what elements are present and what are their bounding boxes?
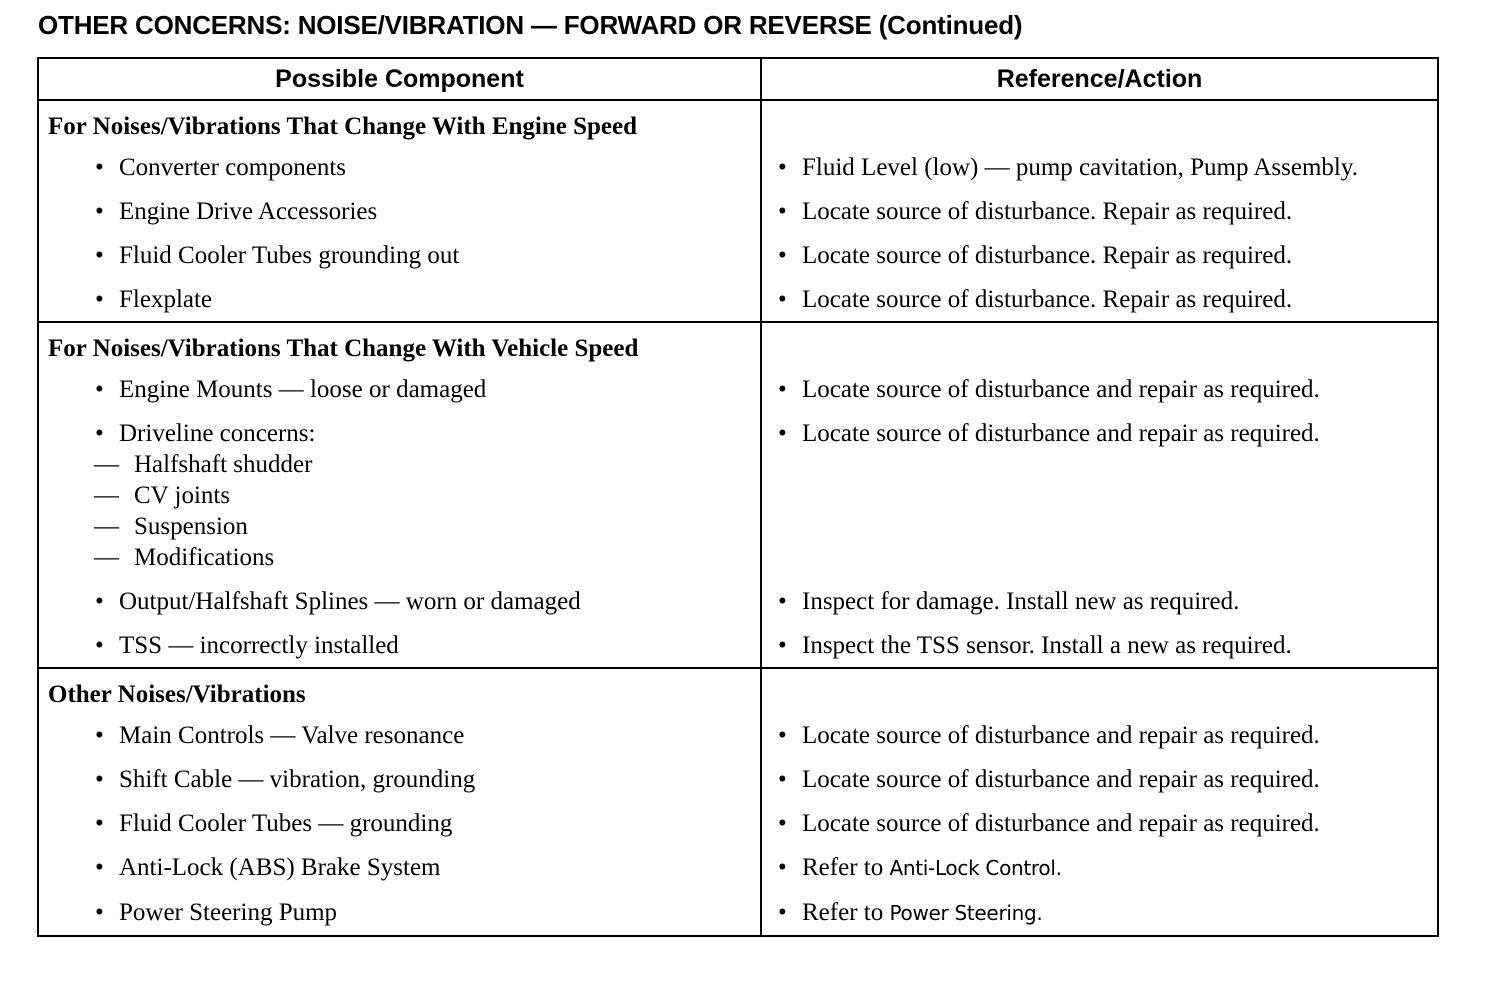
item-text: Converter components (119, 154, 347, 181)
section-heading: For Noises/Vibrations That Change With Engine Speed (48, 113, 638, 140)
component-item (39, 890, 760, 934)
bullet: • (778, 198, 787, 225)
item-text: Engine Mounts — loose or damaged (119, 376, 487, 403)
item-text: Refer to (802, 854, 884, 881)
sub-item (94, 542, 760, 573)
action-item (762, 189, 1437, 233)
reference-link[interactable]: Power Steering. (889, 901, 1043, 925)
component-item (39, 757, 760, 801)
component-item (39, 579, 760, 623)
item-text: Locate source of disturbance and repair as required. (802, 766, 1320, 793)
component-item (39, 277, 760, 321)
bullet: • (778, 810, 787, 837)
section-heading-row (38, 668, 1438, 713)
action-item (762, 890, 1437, 935)
table-row (38, 145, 1438, 189)
item-text: Fluid Cooler Tubes — grounding (119, 810, 453, 837)
item-text: Locate source of disturbance. Repair as required. (802, 242, 1293, 269)
component-item (39, 411, 760, 455)
bullet: • (95, 588, 104, 615)
action-item (762, 623, 1437, 667)
bullet: • (95, 899, 104, 926)
diagnosis-table (37, 57, 1439, 937)
bullet: • (778, 854, 787, 881)
item-text: Output/Halfshaft Splines — worn or damaged (119, 588, 581, 615)
column-header-action: Reference/Action (761, 58, 1438, 100)
action-item (762, 367, 1437, 411)
dash: — (94, 482, 119, 509)
component-item (39, 713, 760, 757)
bullet: • (95, 154, 104, 181)
table-row (38, 189, 1438, 233)
bullet: • (95, 420, 104, 447)
component-item (39, 189, 760, 233)
bullet: • (778, 766, 787, 793)
column-header-component: Possible Component (38, 58, 761, 100)
bullet: • (778, 242, 787, 269)
bullet: • (95, 766, 104, 793)
action-item (762, 145, 1437, 189)
item-text: Inspect for damage. Install new as required. (802, 588, 1240, 615)
table-row (38, 757, 1438, 801)
section-heading-row (38, 100, 1438, 145)
bullet: • (778, 899, 787, 926)
table-row (38, 845, 1438, 890)
bullet: • (778, 722, 787, 749)
item-text: CV joints (134, 482, 231, 509)
item-text: Power Steering Pump (119, 899, 338, 926)
item-text: Fluid Level (low) — pump cavitation, Pump Assembly. (802, 154, 1358, 181)
item-text: Engine Drive Accessories (119, 198, 378, 225)
section-heading: For Noises/Vibrations That Change With Vehicle Speed (48, 335, 639, 362)
item-text: Suspension (134, 513, 248, 540)
component-item (39, 801, 760, 845)
item-text: Refer to (802, 899, 884, 926)
item-text: Main Controls — Valve resonance (119, 722, 465, 749)
dash: — (94, 451, 119, 478)
table-row (38, 233, 1438, 277)
table-row (38, 411, 1438, 579)
item-text: Flexplate (119, 286, 213, 313)
action-item (762, 757, 1437, 801)
item-text: Locate source of disturbance. Repair as required. (802, 286, 1293, 313)
action-item (762, 277, 1437, 321)
reference-link[interactable]: Anti-Lock Control. (889, 856, 1062, 880)
bullet: • (95, 376, 104, 403)
bullet: • (778, 420, 787, 447)
section-heading-row (38, 322, 1438, 367)
section-heading: Other Noises/Vibrations (48, 681, 306, 708)
item-text: Fluid Cooler Tubes grounding out (119, 242, 460, 269)
dash: — (94, 513, 119, 540)
bullet: • (778, 632, 787, 659)
component-item (39, 145, 760, 189)
table-row (38, 277, 1438, 322)
component-item (39, 233, 760, 277)
item-text: Halfshaft shudder (134, 451, 313, 478)
component-item (39, 623, 760, 667)
bullet: • (778, 154, 787, 181)
component-item (39, 845, 760, 889)
bullet: • (95, 854, 104, 881)
action-item (762, 579, 1437, 623)
item-text: Shift Cable — vibration, grounding (119, 766, 476, 793)
bullet: • (95, 810, 104, 837)
action-item (762, 233, 1437, 277)
table-row (38, 367, 1438, 411)
sub-item (94, 480, 760, 511)
action-item (762, 713, 1437, 757)
table-row (38, 579, 1438, 623)
dash: — (94, 544, 119, 571)
table-row (38, 713, 1438, 757)
bullet: • (778, 376, 787, 403)
action-item (762, 801, 1437, 845)
component-item (39, 367, 760, 411)
bullet: • (95, 242, 104, 269)
table-row (38, 801, 1438, 845)
bullet: • (95, 198, 104, 225)
item-text: Locate source of disturbance and repair as required. (802, 722, 1320, 749)
page-title: OTHER CONCERNS: NOISE/VIBRATION — FORWARD OR REVERSE (Continued) (38, 10, 1023, 40)
item-text: Locate source of disturbance and repair as required. (802, 810, 1320, 837)
item-text: Driveline concerns: (119, 420, 316, 447)
item-text: Anti-Lock (ABS) Brake System (119, 854, 441, 881)
item-text: Modifications (134, 544, 275, 571)
table-row (38, 890, 1438, 936)
action-item (762, 845, 1437, 890)
bullet: • (778, 286, 787, 313)
table-row (38, 623, 1438, 668)
header-row (38, 58, 1438, 100)
sub-item-list (39, 449, 760, 573)
sub-item (94, 511, 760, 542)
action-item (762, 411, 1437, 455)
bullet: • (778, 588, 787, 615)
bullet: • (95, 632, 104, 659)
item-text: Locate source of disturbance and repair as required. (802, 420, 1320, 447)
item-text: Locate source of disturbance. Repair as required. (802, 198, 1293, 225)
item-text: Inspect the TSS sensor. Install a new as required. (802, 632, 1292, 659)
item-text: Locate source of disturbance and repair as required. (802, 376, 1320, 403)
item-text: TSS — incorrectly installed (119, 632, 399, 659)
bullet: • (95, 286, 104, 313)
bullet: • (95, 722, 104, 749)
